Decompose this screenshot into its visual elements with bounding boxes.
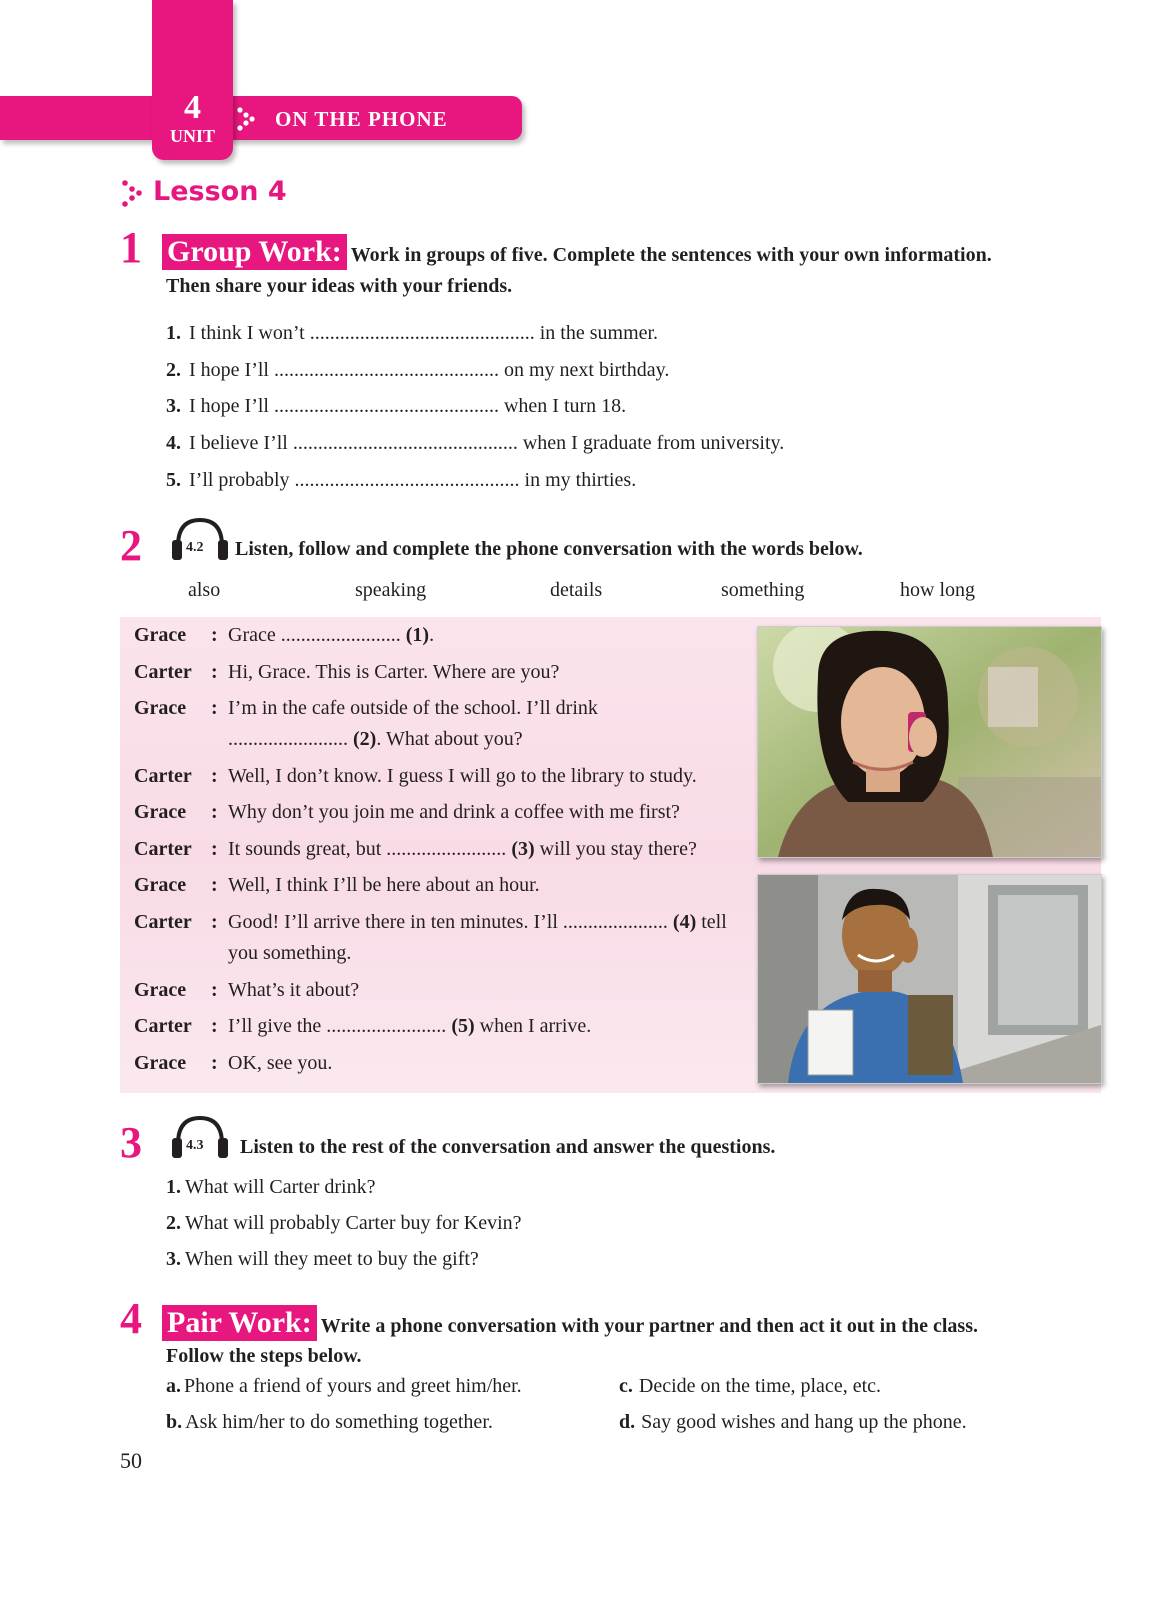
section-4-instruction-2: Follow the steps below. [166,1345,362,1367]
list-item: 3. I hope I’ll ............................................. when I turn 18. [166,395,627,417]
question-item: 3. When will they meet to buy the gift? [166,1248,479,1270]
list-item: 2. I hope I’ll ............................................. on my next birthday. [166,359,670,381]
page-number: 50 [120,1448,142,1473]
man-phone-illustration [758,875,1101,1083]
section-1-instruction: Work in groups of five. Complete the sentences with your own information. [350,244,992,266]
word-bank-item: how long [900,579,975,601]
list-item: 1. I think I won’t ............................................. in the summer. [166,322,659,344]
unit-label: UNIT [169,126,215,146]
step-item: a. Phone a friend of yours and greet him/her. [166,1375,522,1397]
section-4-header [162,1305,978,1342]
word-bank-item: something [721,579,805,601]
list-item: 5. I’ll probably ............................................. in my thirties. [166,469,637,491]
photo-man-on-phone [757,874,1102,1084]
section-1-instruction-2: Then share your ideas with your friends. [166,275,513,297]
section-3-instruction: Listen to the rest of the conversation and answer the questions. [240,1136,776,1158]
dots-decoration-icon [236,106,262,132]
section-1-header [162,234,992,271]
list-item: 4. I believe I’ll ............................................. when I graduate from university. [166,432,785,454]
question-item: 2. What will probably Carter buy for Kevin? [166,1212,522,1234]
word-bank-item: also [188,579,221,601]
lesson-dots-icon [120,178,148,208]
pair-work-badge: Pair Work: [162,1305,317,1341]
section-4-instruction: Write a phone conversation with your partner and then act it out in the class. [320,1315,978,1337]
unit-number: 4 [184,89,201,126]
audio-track-label: 4.2 [186,540,204,555]
section-1-number: 1 [120,223,142,272]
audio-track-label: 4.3 [186,1138,204,1153]
section-3-number: 3 [120,1118,142,1167]
woman-phone-illustration [758,627,1101,857]
unit-title: ON THE PHONE [275,107,448,131]
step-item: b. Ask him/her to do something together. [166,1411,493,1433]
section-4-number: 4 [120,1294,142,1343]
step-item: c. Decide on the time, place, etc. [619,1375,881,1397]
photo-woman-on-phone [757,626,1102,858]
section-2-number: 2 [120,521,142,570]
group-work-badge: Group Work: [162,234,347,270]
lesson-title: Lesson 4 [153,176,287,207]
word-bank-item: speaking [355,579,427,601]
word-bank-item: details [550,579,603,601]
question-item: 1. What will Carter drink? [166,1176,376,1198]
section-2-instruction: Listen, follow and complete the phone conversation with the words below. [235,538,863,560]
step-item: d. Say good wishes and hang up the phone. [619,1411,967,1433]
